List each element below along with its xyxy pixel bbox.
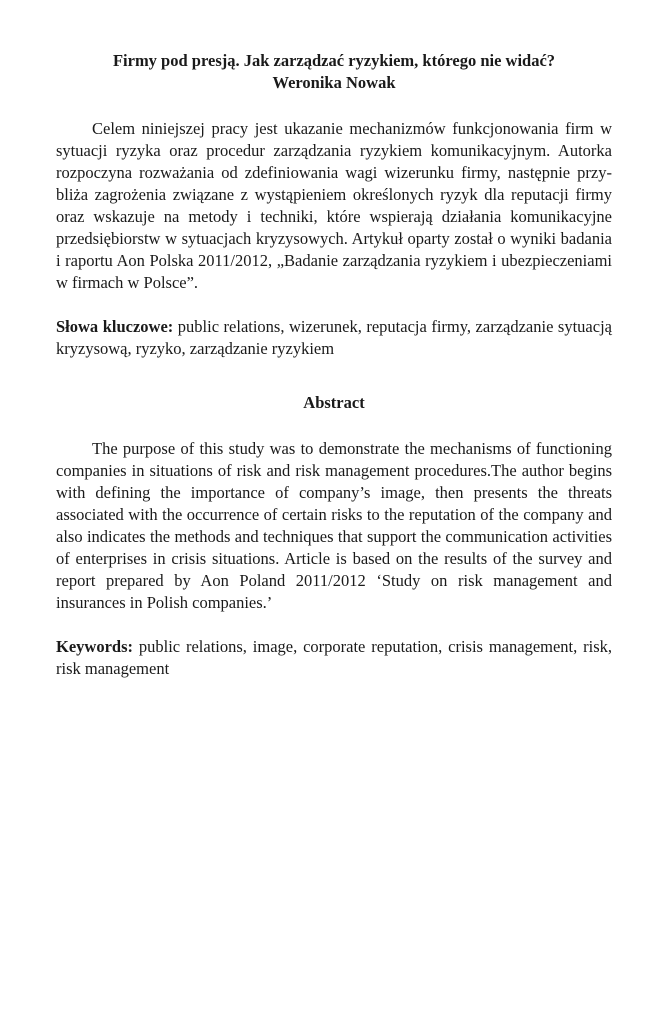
keywords-english (56, 636, 612, 680)
keywords-polish-text: public relations, wizerunek, reputacja firmy, zarządzanie sytuacją kryzysową, ryzyko, zarządzanie ryzykiem (56, 317, 612, 358)
summary-polish: Celem niniejszej pracy jest ukazanie mechanizmów funkcjonowania firm w sytuacji ryzyka oraz procedur zarządzania ryzykiem komunikacyjnym. Autorka rozpoczyna rozważania od zdefiniowania wagi wizerunku firmy, następnie przybliża zagrożenia związane z wystąpieniem określonych ryzyk dla reputacji firmy oraz wskazuje na metody i techniki, które wspierają działania komunikacyjne przedsiębiorstw w sytuacjach kryzysowych. Artykuł oparty został o wyniki badania i raportu Aon Polska 2011/2012, „Badanie zarządzania ryzykiem i ubezpieczeniami w firmach w Polsce”. (56, 119, 612, 292)
keywords-polish (56, 316, 612, 360)
article-author: Weronika Nowak (272, 73, 396, 92)
abstract-heading: Abstract (303, 393, 365, 412)
article-title: Firmy pod presją. Jak zarządzać ryzykiem, którego nie widać? (112, 51, 556, 70)
abstract-english: The purpose of this study was to demonstrate the mechanisms of functioning companies in situations of risk and risk management procedures.The author begins with defining the importance of company’s image, then presents the threats associated with the occurrence of certain risks to the reputation of the company and also indicates the methods and techniques that support the communication activities of enterprises in crisis situations. Article is based on the results of the survey and report prepared by Aon Poland 2011/2012 ‘Study on risk management and insurances in Polish companies.’ (56, 439, 612, 612)
keywords-english-text: public relations, image, corporate reputation, crisis management, risk, risk management (56, 637, 612, 678)
keywords-polish-label: Słowa kluczowe: (56, 317, 174, 336)
keywords-english-label: Keywords: (56, 637, 133, 656)
document-page (56, 50, 612, 680)
